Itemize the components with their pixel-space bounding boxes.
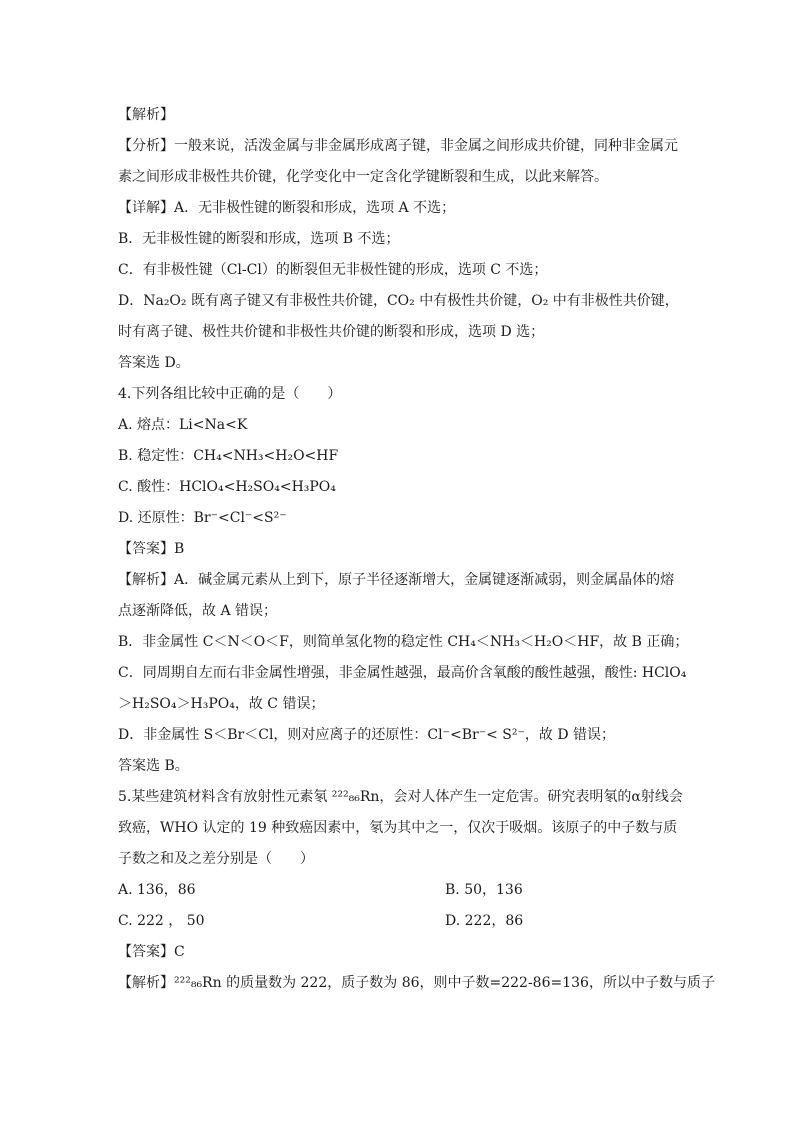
- detail-line: D．Na₂O₂ 既有离子键又有非极性共价键，CO₂ 中有极性共价键，O₂ 中有非极性共价键，: [118, 293, 679, 309]
- question-5-option-d: D. 222，86: [445, 913, 524, 929]
- question-5-stem: 子数之和及之差分别是（ ）: [118, 851, 314, 867]
- question-5-answer: 【答案】C: [118, 944, 185, 960]
- question-4-option-c: C. 酸性：HClO₄<H₂SO₄<H₃PO₄: [118, 479, 336, 495]
- question-5-option-c: C. 222 ， 50: [118, 913, 205, 929]
- analysis-line: 素之间形成非极性共价键，化学变化中一定含化学键断裂和生成，以此来解答。: [118, 169, 608, 185]
- answer-line: 答案选 D。: [118, 355, 190, 371]
- question-5-option-b: B. 50，136: [445, 882, 523, 898]
- question-5-option-a: A. 136，86: [118, 882, 196, 898]
- question-4-analysis: D．非金属性 S＜Br＜Cl，则对应离子的还原性：Cl⁻<Br⁻< S²⁻，故 D 错误；: [118, 727, 616, 743]
- question-4-analysis: ＞H₂SO₄＞H₃PO₄，故 C 错误；: [118, 696, 325, 712]
- question-4-analysis: 【解析】A．碱金属元素从上到下，原子半径逐渐增大，金属键逐渐减弱，则金属晶体的熔: [118, 572, 675, 588]
- detail-line: C．有非极性键（Cl-Cl）的断裂但无非极性键的形成，选项 C 不选；: [118, 262, 548, 278]
- question-4-answer: 【答案】B: [118, 541, 185, 557]
- question-5-stem: 5.某些建筑材料含有放射性元素氡 ²²²₈₆Rn，会对人体产生一定危害。研究表明氡的α射线会: [118, 789, 683, 805]
- question-5-options-row: [118, 875, 680, 906]
- analysis-line: 【分析】一般来说，活泼金属与非金属形成离子键，非金属之间形成共价键，同种非金属元: [118, 138, 678, 154]
- question-4-analysis: C．同周期自左而右非金属性增强，非金属性越强，最高价含氧酸的酸性越强，酸性: HClO₄: [118, 665, 687, 681]
- question-4-answer-choice: 答案选 B。: [118, 758, 189, 774]
- question-4-option-d: D. 还原性：Br⁻<Cl⁻<S²⁻: [118, 510, 287, 526]
- question-4-analysis: 点逐渐降低，故 A 错误；: [118, 603, 278, 619]
- document-page: [118, 100, 715, 999]
- detail-line: B．无非极性键的断裂和形成，选项 B 不选；: [118, 231, 400, 247]
- detail-line: 时有离子键、极性共价键和非极性共价键的断裂和形成，选项 D 选；: [118, 324, 545, 340]
- question-4-analysis: B．非金属性 C＜N＜O＜F，则简单氢化物的稳定性 CH₄＜NH₃＜H₂O＜HF，故 B 正确；: [118, 634, 689, 650]
- detail-line: 【详解】A．无非极性键的断裂和形成，选项 A 不选；: [118, 200, 456, 216]
- section-heading-analysis: 【解析】: [118, 107, 174, 123]
- question-4-stem: 4.下列各组比较中正确的是（ ）: [118, 386, 342, 402]
- question-4-option-a: A. 熔点：Li<Na<K: [118, 417, 248, 433]
- question-5-analysis: 【解析】²²²₈₆Rn 的质量数为 222，质子数为 86，则中子数=222-86=136，所以中子数与质子: [118, 975, 715, 991]
- question-5-stem: 致癌，WHO 认定的 19 种致癌因素中，氡为其中之一，仅次于吸烟。该原子的中子数与质: [118, 820, 678, 836]
- question-5-options-row: [118, 906, 680, 937]
- question-4-option-b: B. 稳定性：CH₄<NH₃<H₂O<HF: [118, 448, 339, 464]
